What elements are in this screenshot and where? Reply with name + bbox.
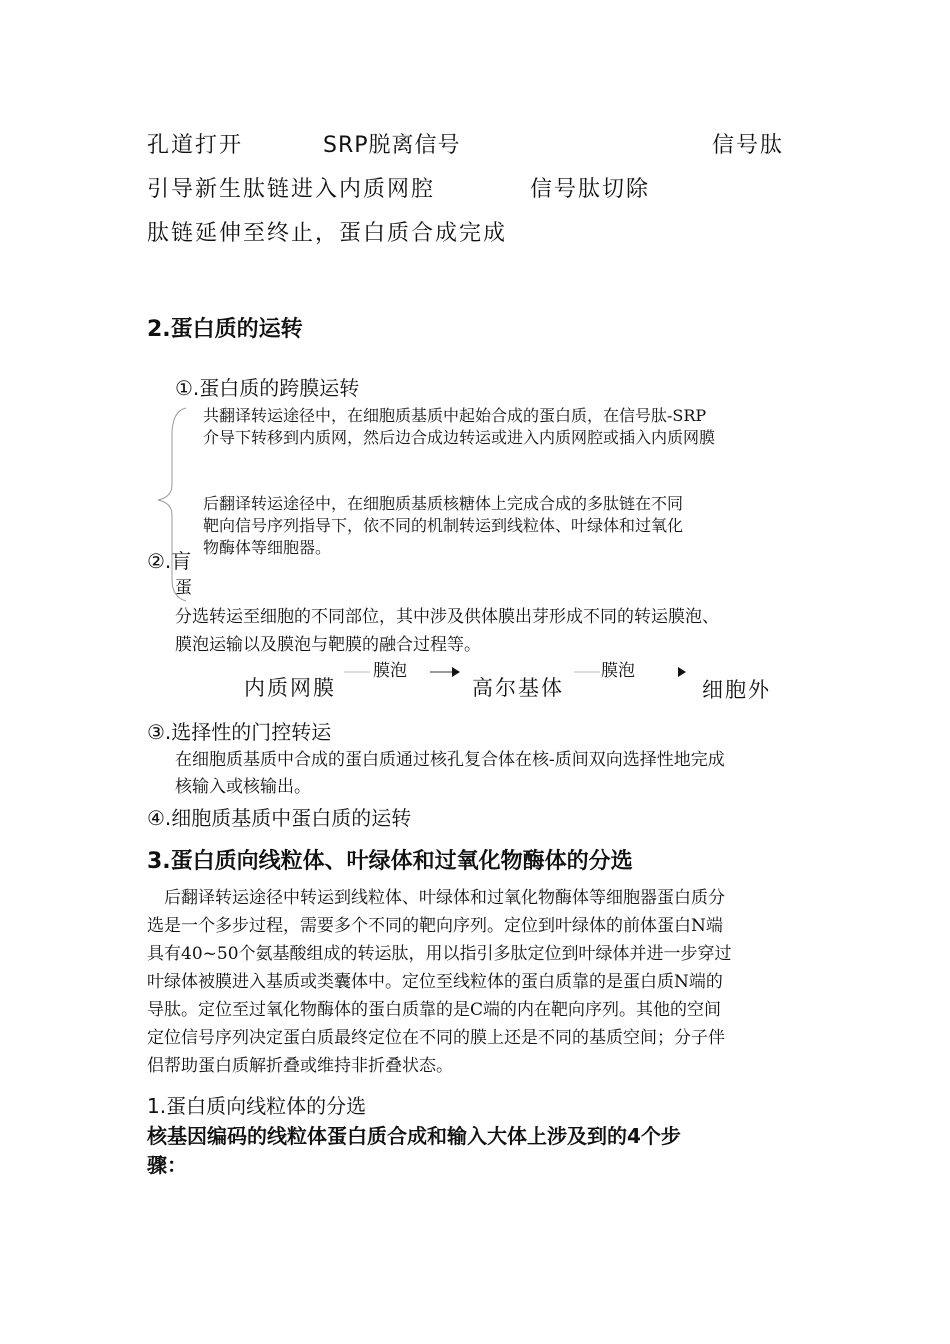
- cotranslational-line-2: 介导下转移到内质网，然后边合成边转运或进入内质网腔或插入内质网膜: [203, 428, 716, 447]
- arrow-right-icon: [572, 664, 692, 680]
- section-3-title: 3.蛋白质向线粒体、叶绿体和过氧化物酶体的分选: [147, 849, 633, 874]
- paragraph-line: 导肽。定位至过氧化物酶体的蛋白质靠的是C端的内在靶向序列。其他的空间: [147, 1000, 722, 1020]
- section-3-paragraph: [147, 884, 732, 1080]
- paragraph-line: 定位信号序列决定蛋白质最终定位在不同的膜上还是不同的基质空间；分子伴: [147, 1028, 725, 1048]
- section-2-title: 2.蛋白质的运转: [147, 317, 303, 342]
- step-elongation: 肽链延伸至终止，蛋白质合成完成: [147, 221, 508, 246]
- paragraph-line: 具有40~50个氨基酸组成的转运肽，用以指引多肽定位到叶绿体并进一步穿过: [147, 944, 732, 964]
- posttranslational-line-3: 物酶体等细胞器。: [203, 538, 332, 557]
- step-guide-into-er: 引导新生肽链进入内质网腔: [147, 177, 436, 202]
- flow-node-golgi: 高尔基体: [472, 676, 564, 700]
- flow-edge-label-1: 膜泡: [373, 661, 407, 681]
- gated-transport-line-1: 在细胞质基质中合成的蛋白质通过核孔复合体在核-质间双向选择性地完成: [175, 750, 725, 770]
- step-signal-peptide: 信号肽: [712, 133, 785, 158]
- step-srp-release: SRP脱离信号: [323, 133, 461, 158]
- subsection-transmembrane-title: ①.蛋白质的跨膜运转: [175, 376, 360, 400]
- posttranslational-line-2: 靶向信号序列指导下，依不同的机制转运到线粒体、叶绿体和过氧化: [203, 516, 684, 535]
- flow-edge-label-2: 膜泡: [601, 661, 635, 681]
- mitochondria-steps-line-2: 骤：: [147, 1153, 187, 1177]
- subsection-cytosol-transport-title: ④.细胞质基质中蛋白质的运转: [147, 806, 412, 830]
- flow-node-extracellular: 细胞外: [702, 678, 771, 702]
- subsection-gated-transport-title: ③.选择性的门控转运: [147, 720, 332, 744]
- vesicle-sorting-line-2: 膜泡运输以及膜泡与靶膜的融合过程等。: [175, 635, 481, 655]
- posttranslational-line-1: 后翻译转运途径中，在细胞质基质核糖体上完成合成的多肽链在不同: [203, 494, 684, 513]
- mitochondria-sorting-title: 1.蛋白质向线粒体的分选: [147, 1094, 367, 1118]
- arrow-right-icon: [342, 664, 462, 680]
- mitochondria-steps-line-1: 核基因编码的线粒体蛋白质合成和输入大体上涉及到的4个步: [147, 1124, 681, 1148]
- paragraph-line: 叶绿体被膜进入基质或类囊体中。定位至线粒体的蛋白质靠的是蛋白质N端的: [147, 972, 723, 992]
- step-pore-open: 孔道打开: [147, 133, 244, 158]
- flow-node-er: 内质网膜: [244, 676, 336, 700]
- vesicle-sorting-line-1: 分选转运至细胞的不同部位，其中涉及供体膜出芽形成不同的转运膜泡、: [175, 607, 719, 627]
- cotranslational-line-1: 共翻译转运途径中，在细胞质基质中起始合成的蛋白质，在信号肽-SRP: [203, 406, 707, 425]
- paragraph-line: 侣帮助蛋白质解折叠或维持非折叠状态。: [147, 1056, 453, 1076]
- subsection-2-fragment: 蛋: [175, 578, 192, 598]
- paragraph-line: 后翻译转运途径中转运到线粒体、叶绿体和过氧化物酶体等细胞器蛋白质分: [164, 888, 725, 908]
- paragraph-line: 选是一个多步过程，需要多个不同的靶向序列。定位到叶绿体的前体蛋白N端: [147, 916, 723, 936]
- gated-transport-line-2: 核输入或核输出。: [175, 777, 311, 797]
- subsection-2-title-fragment: ②.肓: [147, 549, 191, 573]
- step-signal-cleavage: 信号肽切除: [530, 177, 651, 202]
